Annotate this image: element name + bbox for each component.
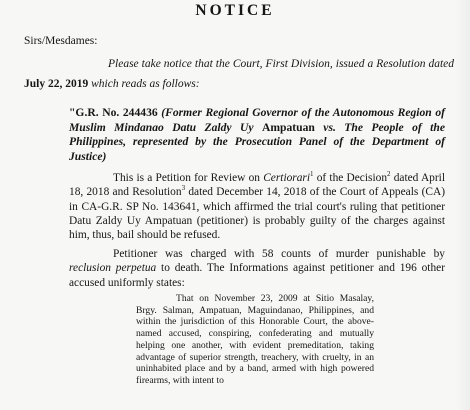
intro-text-end: which reads as follows: — [88, 78, 200, 90]
para2-text: Petitioner was charged with 58 counts of murder punishable by — [113, 248, 445, 260]
notice-title: NOTICE — [195, 2, 275, 19]
body-paragraph-1 — [69, 171, 445, 242]
para2-reclusion-perpetua: reclusion perpetua — [69, 262, 157, 275]
information-quote: That on November 23, 2009 at Sitio Masalay, Brgy. Salman, Ampatuan, Maguindanao, Philippines, and within the jurisdiction of this Honorable Court, the above-named accused, conspiring, confederating and mutually helping one another, with evident premeditation, taking advantage of superior strength, treachery, with cruelty, in an uninhabited place and by a band, armed with high powered firearms, with intent to — [136, 293, 374, 386]
para1-text-b: of the Decision — [313, 172, 388, 184]
case-caption-text: (Former Regional Governor of the Autonomous Region of Muslim Mindanao Datu Zaldy Uy — [69, 106, 445, 134]
body-paragraph-2 — [69, 247, 445, 290]
intro-text: Please take notice that the Court, First Division, issued a Resolution dated — [108, 58, 454, 70]
footnote-ref-3: 3 — [181, 184, 186, 193]
salutation: Sirs/Mesdames: — [24, 35, 98, 47]
case-caption-text-end: vs. The People of the Philippines, represented by the Prosecution Panel of the Department of Justice) — [69, 120, 445, 163]
resolution-date: July 22, 2019 — [24, 78, 89, 90]
para2-text-b: to death. The Informations against petitioner and 196 other accused uniformly states: — [69, 262, 445, 289]
para1-certiorari: Certiorari — [263, 172, 311, 184]
footnote-ref-2: 2 — [387, 170, 391, 179]
case-number: "G.R. No. 244436 — [69, 106, 158, 119]
page-shadow — [456, 0, 470, 410]
case-caption-name: Ampatuan — [262, 120, 315, 134]
case-caption — [69, 106, 445, 164]
para1-text: This is a Petition for Review on — [113, 172, 264, 184]
para1-text-d: dated December 14, 2018 of the Court of Appeals (CA) in CA-G.R. SP No. 143641, which affirmed the trial court's ruling that petitioner Datu Zaldy Uy Ampatuan (petitioner) is probably guilty of the charges against him, thus, bail should be refused. — [69, 186, 445, 242]
intro-paragraph — [24, 54, 454, 94]
para1-text-c: dated April 18, 2018 and Resolution — [69, 172, 445, 199]
footnote-ref-1: 1 — [310, 170, 314, 179]
